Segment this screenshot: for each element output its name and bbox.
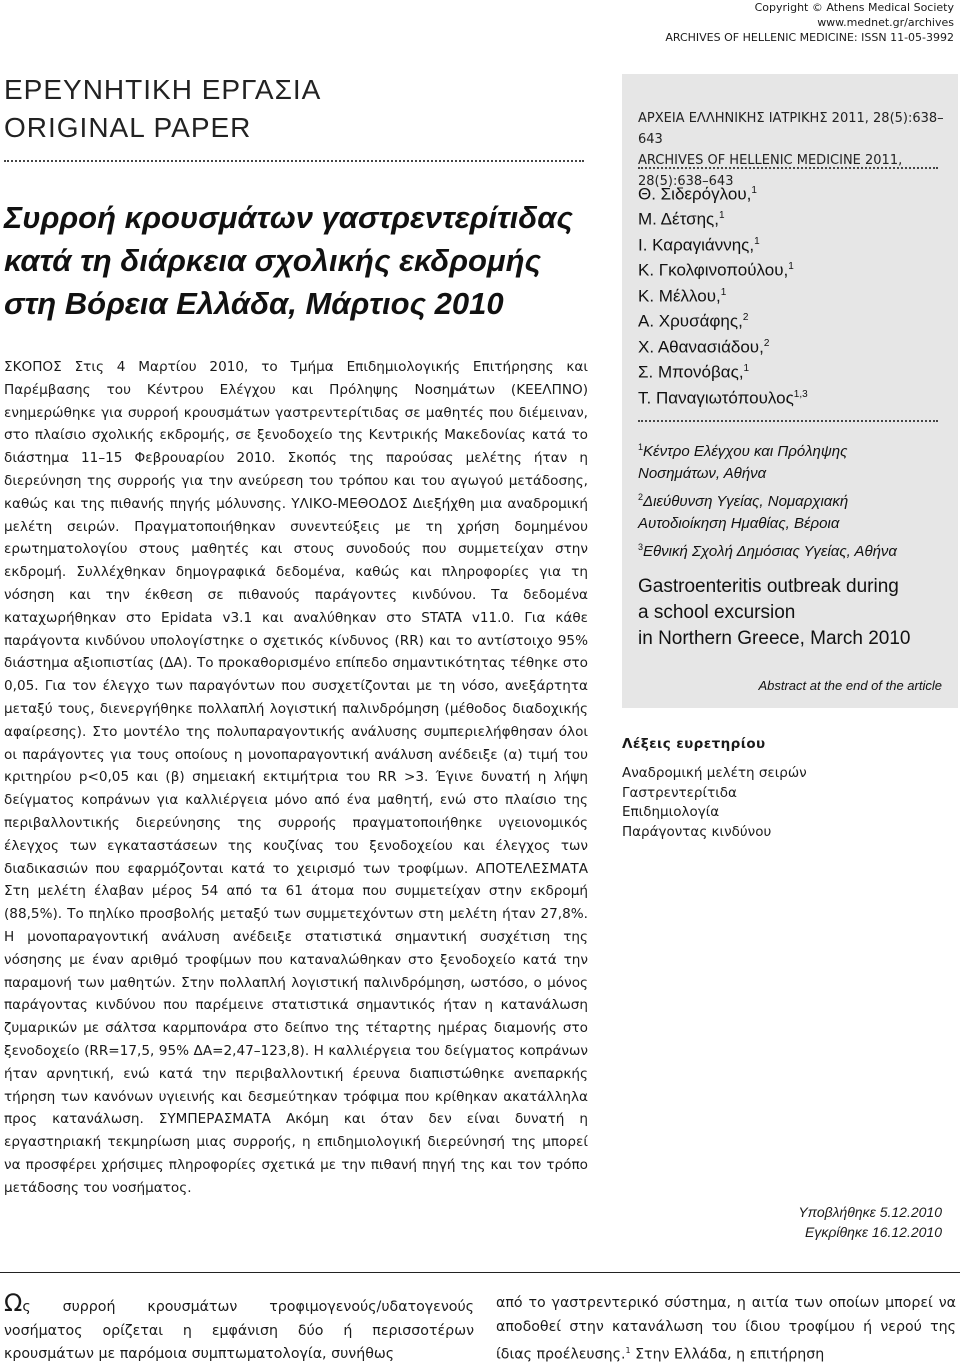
affiliation-cont: Αυτοδιοίκηση Ημαθίας, Βέροια bbox=[638, 515, 840, 533]
keyword: Αναδρομική μελέτη σειρών bbox=[622, 765, 807, 781]
horizontal-rule bbox=[0, 1272, 960, 1273]
copyright-block bbox=[665, 0, 954, 45]
affiliation: $^1$Κέντρο Ελέγχου και Πρόληψης bbox=[638, 442, 848, 460]
author: Χ. Αθανασιάδου,$^2$ bbox=[638, 337, 770, 357]
keyword: Παράγοντας κινδύνου bbox=[622, 823, 772, 840]
abstract-conclusions: Ακόμη και όταν δεν είναι δυνατή η εργαστηριακή τεκμηρίωση μιας συρροής, η επιδημιολογική διερεύνησή της μπορεί να προσφέρει χρήσιμες πληροφορίες σχετικά με την πιθανή πηγή της και τον τρόπο μετάδοσης του νοσήματος. bbox=[4, 1111, 588, 1196]
author: Ι. Καραγιάννης,$^1$ bbox=[638, 235, 760, 255]
abstract-note: Abstract at the end of the article bbox=[758, 678, 942, 693]
abstract-label-methods: ΥΛΙΚΟ-ΜΕΘΟΔΟΣ bbox=[291, 495, 408, 512]
body-text-right: από το γαστρεντερικό σύστημα, η αιτία των οποίων μπορεί να αποδοθεί στην κατανάλωση του ίδιου τροφίμου ή νερού της ίδιας προέλευσης.$^1$ Στην Ελλάδα, η επιτήρηση bbox=[496, 1295, 956, 1363]
dotted-divider bbox=[638, 420, 938, 422]
submission-dates bbox=[798, 1202, 942, 1242]
author: Α. Χρυσάφης,$^2$ bbox=[638, 311, 749, 331]
author: Τ. Παναγιωτόπουλος$^{1,3}$ bbox=[638, 388, 808, 408]
author: Θ. Σιδερόγλου,$^1$ bbox=[638, 184, 757, 204]
website-link[interactable]: www.mednet.gr/archives bbox=[817, 16, 954, 29]
keywords-list bbox=[622, 764, 807, 842]
affiliation-cont: Νοσημάτων, Αθήνα bbox=[638, 465, 767, 483]
body-text-left: Ως συρροή κρουσμάτων τροφιμογενούς/υδατογενούς νοσήματος ορίζεται η εμφάνιση δύο ή περισσοτέρων κρουσμάτων με παρόμοια συμπτωματολογία, συνήθως bbox=[4, 1289, 474, 1362]
abstract-label-results: ΑΠΟΤΕΛΕΣΜΑΤΑ bbox=[475, 860, 588, 877]
author: Μ. Δέτσης,$^1$ bbox=[638, 210, 725, 230]
title-line: Συρροή κρουσμάτων γαστρεντερίτιδας bbox=[4, 200, 573, 235]
author: Κ. Μέλλου,$^1$ bbox=[638, 286, 727, 306]
dotted-divider bbox=[4, 160, 584, 162]
author-list bbox=[638, 180, 808, 409]
abstract-results: Στη μελέτη έλαβαν μέρος 54 από τα 61 άτομα που συμμετείχαν στην εκδρομή (88,5%). Το πηλίκο προσβολής μεταξύ των συμμετεχόντων στη μελέτη ήταν 27,8%. Η μονοπαραγοντική ανάλυση ανέδειξε στατιστικά σημαντική συσχέτιση της νόσησης με έναν αριθμό τροφίμων που καταναλώθηκαν στο ξενοδοχείο κατά την παραμονή των μαθητών. Στην πολλαπλή λογιστική παλινδρόμηση, ωστόσο, ο μόνος παράγοντας κινδύνου που παρέμεινε στατιστικά σημαντικός ήταν η κατανάλωση ζυμαρικών με σάλτσα καρμπονάρα στο δείπνο της τέταρτης ημέρας διαμονής στο ξενοδοχείο (RR=17,5, 95% ΔΑ=2,47–123,8). Η καλλιέργεια του δείγματος κοπράνων ήταν αρνητική, ενώ κατά την περιβαλλοντική έρευνα διαπιστώθηκε ανεπαρκής τήρηση των κανόνων υγιεινής και δεσμεύτηκαν τρόφιμα που κρίθηκαν ακατάλληλα προς κατανάλωση. bbox=[4, 883, 588, 1128]
keyword: Γαστρεντερίτιδα bbox=[622, 784, 737, 801]
drop-cap: Ω bbox=[4, 1289, 23, 1317]
keywords-title: Λέξεις ευρετηρίου bbox=[622, 736, 766, 752]
dotted-divider bbox=[638, 167, 938, 169]
affiliation-list bbox=[638, 436, 897, 563]
author: Κ. Γκολφινοπούλου,$^1$ bbox=[638, 261, 794, 281]
abstract-label-conclusions: ΣΥΜΠΕΡΑΣΜΑΤΑ bbox=[158, 1111, 271, 1128]
keyword: Επιδημιολογία bbox=[622, 804, 720, 820]
section-label-greek: ΕΡΕΥΝΗΤΙΚΗ ΕΡΓΑΣΙΑ bbox=[4, 74, 322, 105]
citation-ref[interactable]: 1 bbox=[625, 1346, 631, 1355]
abstract-label-aim: ΣΚΟΠΟΣ bbox=[4, 359, 62, 375]
english-title: Gastroenteritis outbreak during a school excursion in Northern Greece, March 2010 bbox=[638, 576, 911, 649]
affiliation: $^3$Εθνική Σχολή Δημόσιας Υγείας, Αθήνα bbox=[638, 541, 897, 560]
journal-greek: ΑΡΧΕΙΑ ΕΛΛΗΝΙΚΗΣ ΙΑΤΡΙΚΗΣ 2011, 28(5):638–643 bbox=[638, 111, 944, 147]
abstract-aim: Στις 4 Μαρτίου 2010, το Τμήμα Επιδημιολογικής Επιτήρησης και Παρέμβασης του Κέντρου Ελέγχου και Πρόληψης Νοσημάτων (ΚΕΕΛΠΝΟ) ενημερώθηκε για συρροή κρουσμάτων γαστρεντερίτιδας σε μαθητές που διέμειναν, στο πλαίσιο σχολικής εκδρομής, σε ξενοδοχείο της Κεντρικής Μακεδονίας κατά το διάστημα 11–15 Φεβρουαρίου 2010. Σκοπός της παρούσας μελέτης ήταν η διερεύνηση της συρροής για την ανεύρεση του τρόπου και του αγωγού μετάδοσης, καθώς και της πιθανής πηγής μόλυνσης. bbox=[4, 359, 588, 512]
author: Σ. Μπονόβας,$^1$ bbox=[638, 362, 750, 382]
title-line: στη Βόρεια Ελλάδα, Μάρτιος 2010 bbox=[4, 286, 504, 321]
submitted-date: Υποβλήθηκε 5.12.2010 bbox=[798, 1204, 942, 1220]
article-title bbox=[4, 196, 594, 325]
copyright-text: Copyright © Athens Medical Society bbox=[754, 1, 954, 14]
abstract-methods: Διεξήχθη μια αναδρομική μελέτη σειρών. Πραγματοποιήθηκαν συνεντεύξεις με τη χρήση δομημένου ερωτηματολογίου στους μαθητές και στους συνοδούς που συμμετείχαν στην εκδρομή. Συλλέχθηκαν δημογραφικά δεδομένα, καθώς και πληροφορίες για τη νόσηση και την έκθεση σε πιθανούς παράγοντες κινδύνου. Τα δεδομένα καταχωρήθηκαν στο Epidata v3.1 και αναλύθηκαν στο STATA v11.0. Για κάθε παράγοντα κινδύνου υπολογίστηκε ο σχετικός κίνδυνος (RR) και το αντίστοιχο 95% διάστημα αξιοπιστίας (ΔΑ). Το προκαθορισμένο επίπεδο σημαντικότητας τέθηκε στο 0,05. Για τον έλεγχο των παραγόντων που συσχετίζονται με τη νόσο, ανεξάρτητα μεταξύ τους, διενεργήθηκε πολλαπλή λογιστική παλινδρόμηση (μέθοδος διαδοχικής αφαίρεσης). Στο μοντέλο της πολυπαραγοντικής ανάλυσης συμπεριελήφθησαν όλοι οι παράγοντες για τους οποίους η μονοπαραγοντική ανάλυση ανέδειξε (α) τιμή του κριτηρίου p<0,05 και (β) σημειακή εκτιμήτρια του RR >3. Έγινε δυνατή η λήψη δείγματος κοπράνων για καλλιέργεια μόνο από ένα μαθητή, ενώ στο πλαίσιο της περιβαλλοντικής διερεύνησης της συρροής πραγματοποιήθηκε υγειονομικός έλεγχος των εγκαταστάσεων της κουζίνας του ξενοδοχείου και έλεγχος των διαδικασιών που εφαρμόζονται κατά το χειρισμό των τροφίμων. bbox=[4, 495, 589, 877]
accepted-date: Εγκρίθηκε 16.12.2010 bbox=[805, 1224, 942, 1240]
issn-text: ARCHIVES OF HELLENIC MEDICINE: ISSN 11-05-3992 bbox=[665, 31, 954, 44]
title-line: κατά τη διάρκεια σχολικής εκδρομής bbox=[4, 243, 542, 278]
abstract bbox=[4, 356, 588, 1199]
journal-english: ARCHIVES OF HELLENIC MEDICINE 2011, 28(5):638–643 bbox=[638, 153, 903, 189]
affiliation: $^2$Διεύθυνση Υγείας, Νομαρχιακή bbox=[638, 491, 849, 510]
section-label-english: ORIGINAL PAPER bbox=[4, 112, 252, 143]
